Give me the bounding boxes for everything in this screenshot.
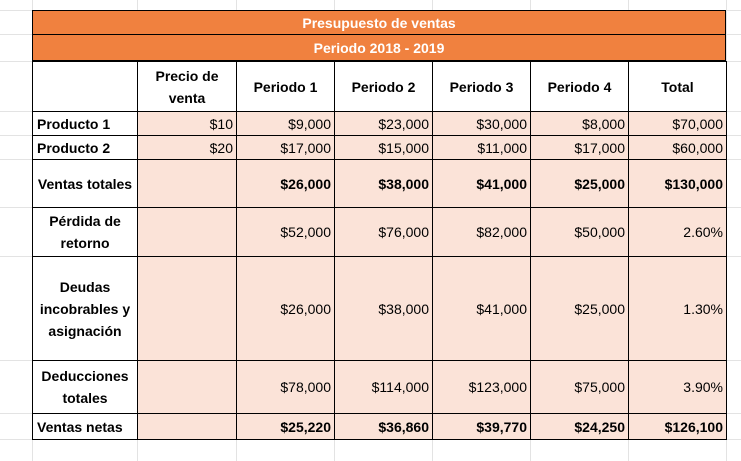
column-header[interactable]: Periodo 3 <box>432 61 531 112</box>
column-header[interactable]: Periodo 2 <box>334 61 433 112</box>
table-cell[interactable]: $17,000 <box>530 135 629 160</box>
table-cell[interactable]: $39,770 <box>432 413 531 440</box>
table-cell[interactable]: $23,000 <box>334 111 433 136</box>
table-cell[interactable]: $17,000 <box>236 135 335 160</box>
table-cell[interactable] <box>137 159 237 208</box>
table-cell[interactable] <box>137 413 237 440</box>
table-cell[interactable]: $9,000 <box>236 111 335 136</box>
table-cell[interactable]: $70,000 <box>628 111 727 136</box>
table-cell[interactable]: $30,000 <box>432 111 531 136</box>
table-cell[interactable]: $26,000 <box>236 159 335 208</box>
column-header[interactable]: Precio de venta <box>137 61 237 112</box>
table-cell[interactable]: $10 <box>137 111 237 136</box>
table-cell[interactable]: $126,100 <box>628 413 727 440</box>
row-label[interactable]: Pérdida de retorno <box>32 207 138 257</box>
table-cell[interactable]: $41,000 <box>432 159 531 208</box>
table-cell[interactable]: $26,000 <box>236 256 335 361</box>
table-cell[interactable]: $60,000 <box>628 135 727 160</box>
table-title[interactable]: Presupuesto de ventas <box>32 10 726 35</box>
table-cell[interactable]: $36,860 <box>334 413 433 440</box>
table-cell[interactable]: $75,000 <box>530 360 629 414</box>
table-subtitle[interactable]: Periodo 2018 - 2019 <box>32 34 726 61</box>
table-cell[interactable]: $25,000 <box>530 159 629 208</box>
column-header[interactable]: Periodo 4 <box>530 61 629 112</box>
table-cell[interactable]: $15,000 <box>334 135 433 160</box>
row-label[interactable]: Ventas totales <box>32 159 138 208</box>
table-cell[interactable]: $82,000 <box>432 207 531 257</box>
row-label[interactable]: Producto 2 <box>32 135 138 160</box>
table-cell[interactable] <box>137 256 237 361</box>
table-cell[interactable]: $123,000 <box>432 360 531 414</box>
table-cell[interactable]: $38,000 <box>334 256 433 361</box>
table-cell[interactable]: $11,000 <box>432 135 531 160</box>
row-label[interactable]: Deudas incobrables y asignación <box>32 256 138 361</box>
row-label[interactable]: Producto 1 <box>32 111 138 136</box>
table-cell[interactable]: $38,000 <box>334 159 433 208</box>
table-cell[interactable]: $20 <box>137 135 237 160</box>
table-cell[interactable]: 2.60% <box>628 207 727 257</box>
column-header[interactable]: Total <box>628 61 727 112</box>
table-cell[interactable]: 3.90% <box>628 360 727 414</box>
table-cell[interactable]: $130,000 <box>628 159 727 208</box>
row-label[interactable]: Ventas netas <box>32 413 138 440</box>
table-cell[interactable]: $25,000 <box>530 256 629 361</box>
table-cell[interactable]: 1.30% <box>628 256 727 361</box>
column-header[interactable]: Periodo 1 <box>236 61 335 112</box>
table-cell[interactable]: $52,000 <box>236 207 335 257</box>
table-cell[interactable]: $41,000 <box>432 256 531 361</box>
table-cell[interactable]: $76,000 <box>334 207 433 257</box>
table-cell[interactable]: $78,000 <box>236 360 335 414</box>
table-cell[interactable]: $114,000 <box>334 360 433 414</box>
column-header[interactable] <box>32 61 138 112</box>
table-cell[interactable]: $25,220 <box>236 413 335 440</box>
table-cell[interactable]: $50,000 <box>530 207 629 257</box>
table-cell[interactable] <box>137 360 237 414</box>
table-cell[interactable] <box>137 207 237 257</box>
table-cell[interactable]: $8,000 <box>530 111 629 136</box>
row-label[interactable]: Deducciones totales <box>32 360 138 414</box>
table-cell[interactable]: $24,250 <box>530 413 629 440</box>
